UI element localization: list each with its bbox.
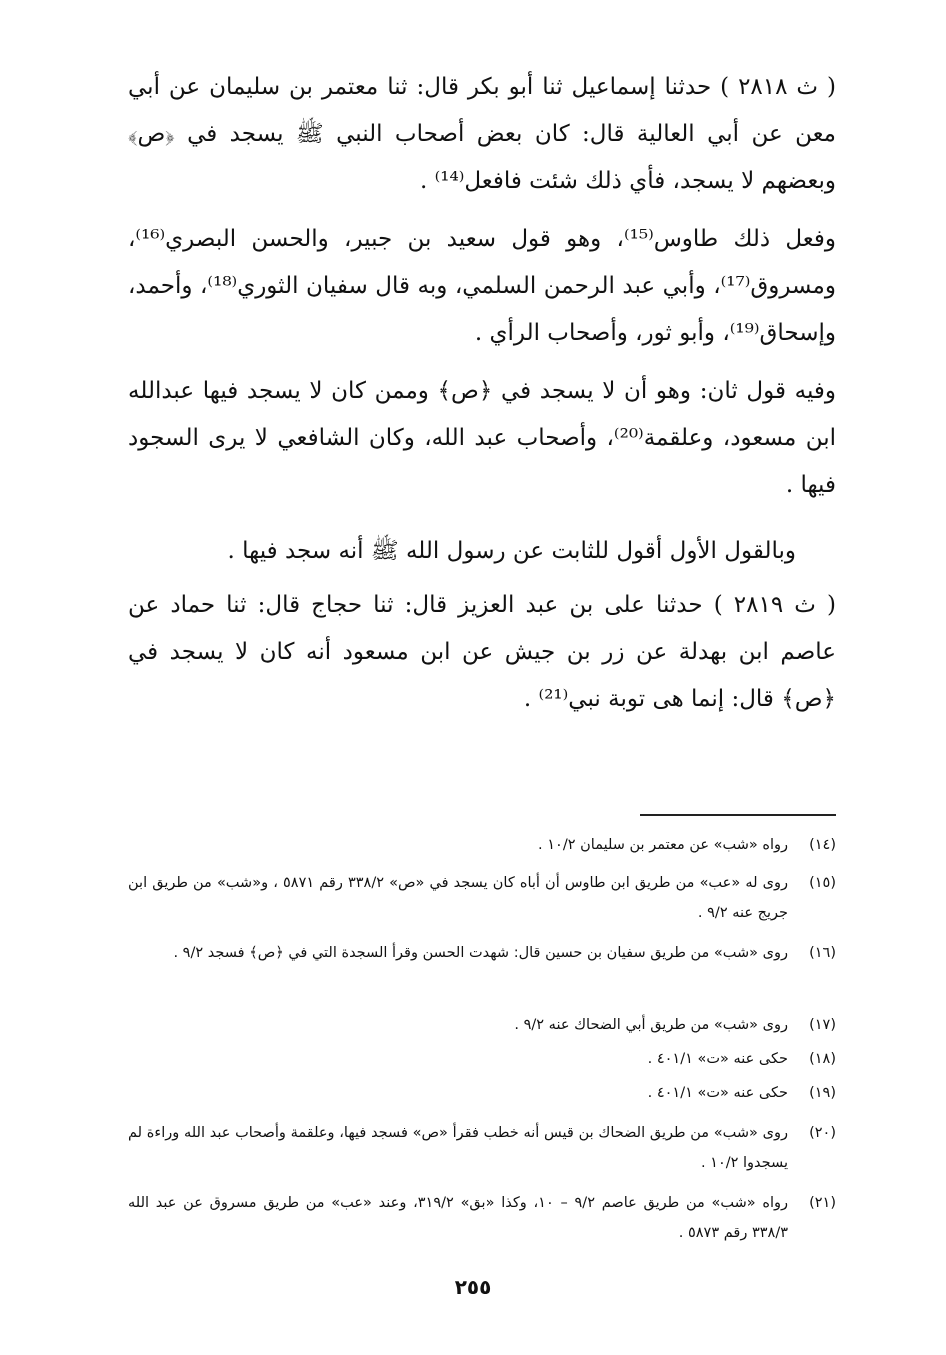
footnote-text: حكى عنه «ت» ٤٠١/١ . [647, 1051, 788, 1067]
paragraph-text: وفيه قول ثان: وهو أن لا يسجد في ﴿ص﴾ وممن كان لا يسجد فيها عبدالله ابن مسعود، وعلقمة⁽²⁰⁾، وأصحاب عبد الله، وكان الشافعي لا يرى السجود فيها . [128, 378, 836, 498]
footnote-number: (١٨) [809, 1051, 836, 1067]
footnote-number: (١٩) [809, 1085, 836, 1101]
footnote-14 [128, 830, 836, 860]
paragraph-opinion-one [128, 216, 836, 357]
footnote-text: حكى عنه «ت» ٤٠١/١ . [647, 1085, 788, 1101]
footnote-17 [128, 1010, 836, 1040]
footnote-number: (١٥) [809, 875, 836, 891]
footnote-19 [128, 1078, 836, 1108]
paragraph-opinion-two [128, 368, 836, 509]
hadith-2818 [128, 64, 836, 205]
paragraph-text: ( ث ٢٨١٨ ) حدثنا إسماعيل ثنا أبو بكر قال: ثنا معتمر بن سليمان عن أبي معن عن أبي العالية قال: كان بعض أصحاب النبي ﷺ يسجد في ﴿ص﴾ وبعضهم لا يسجد، فأي ذلك شئت فافعل⁽¹⁴⁾ . [128, 74, 837, 194]
paragraph-text: ( ث ٢٨١٩ ) حدثنا على بن عبد العزيز قال: ثنا حجاج قال: ثنا حماد عن عاصم ابن بهدلة عن زر بن جيش عن ابن مسعود أنه كان لا يسجد في ﴿ص﴾ قال: إنما هى توبة نبي⁽²¹⁾ . [128, 592, 836, 712]
footnote-number: (٢٠) [809, 1125, 836, 1141]
footnote-21 [128, 1188, 836, 1248]
footnote-text: روى «شب» من طريق أبي الضحاك عنه ٩/٢ . [514, 1017, 788, 1033]
footnote-number: (٢١) [809, 1195, 836, 1211]
footnote-number: (١٧) [809, 1017, 836, 1033]
footnote-16 [128, 938, 836, 968]
page-number: ٢٥٥ [454, 1275, 492, 1299]
footnote-text: روى «شب» من طريق سفيان بن حسين قال: شهدت الحسن وقرأ السجدة التي في ﴿ص﴾ فسجد ٩/٢ . [173, 945, 788, 961]
hadith-2819 [128, 582, 836, 723]
footnote-number: (١٤) [809, 837, 836, 853]
footnote-text: روى له «عب» من طريق ابن طاوس أن أباه كان يسجد في «ص» ٣٣٨/٢ رقم ٥٨٧١ ، و«شب» من طريق ابن جريج عنه ٩/٢ . [128, 875, 788, 921]
footnote-number: (١٦) [809, 945, 836, 961]
footnote-15 [128, 868, 836, 928]
footnote-text: رواه «شب» عن معتمر بن سليمان ١٠/٢ . [538, 837, 788, 853]
footnote-18 [128, 1044, 836, 1074]
footnote-divider [640, 814, 836, 816]
paragraph-text: وبالقول الأول أقول للثابت عن رسول الله ﷺ أنه سجد فيها . [227, 538, 796, 564]
footnote-20 [128, 1118, 836, 1178]
paragraph-author-view [128, 528, 836, 575]
footnote-text: رواه «شب» من طريق عاصم ٩/٢ – ١٠، وكذا «بق» ٣١٩/٢، وعند «عب» من طريق مسروق عن عبد الله ٣٣٨/٣ رقم ٥٨٧٣ . [128, 1195, 789, 1241]
footnote-text: روى «شب» من طريق الضحاك بن قيس أنه خطب فقرأ «ص» فسجد فيها، وعلقمة وأصحاب عبد الله وراءة لم يسجدوا ١٠/٢ . [128, 1125, 788, 1171]
paragraph-text: وفعل ذلك طاوس⁽¹⁵⁾، وهو قول سعيد بن جبير، والحسن البصري⁽¹⁶⁾، ومسروق⁽¹⁷⁾، وأبي عبد الرحمن السلمي، وبه قال سفيان الثوري⁽¹⁸⁾، وأحمد، وإسحاق⁽¹⁹⁾، وأبو ثور، وأصحاب الرأي . [128, 226, 836, 346]
